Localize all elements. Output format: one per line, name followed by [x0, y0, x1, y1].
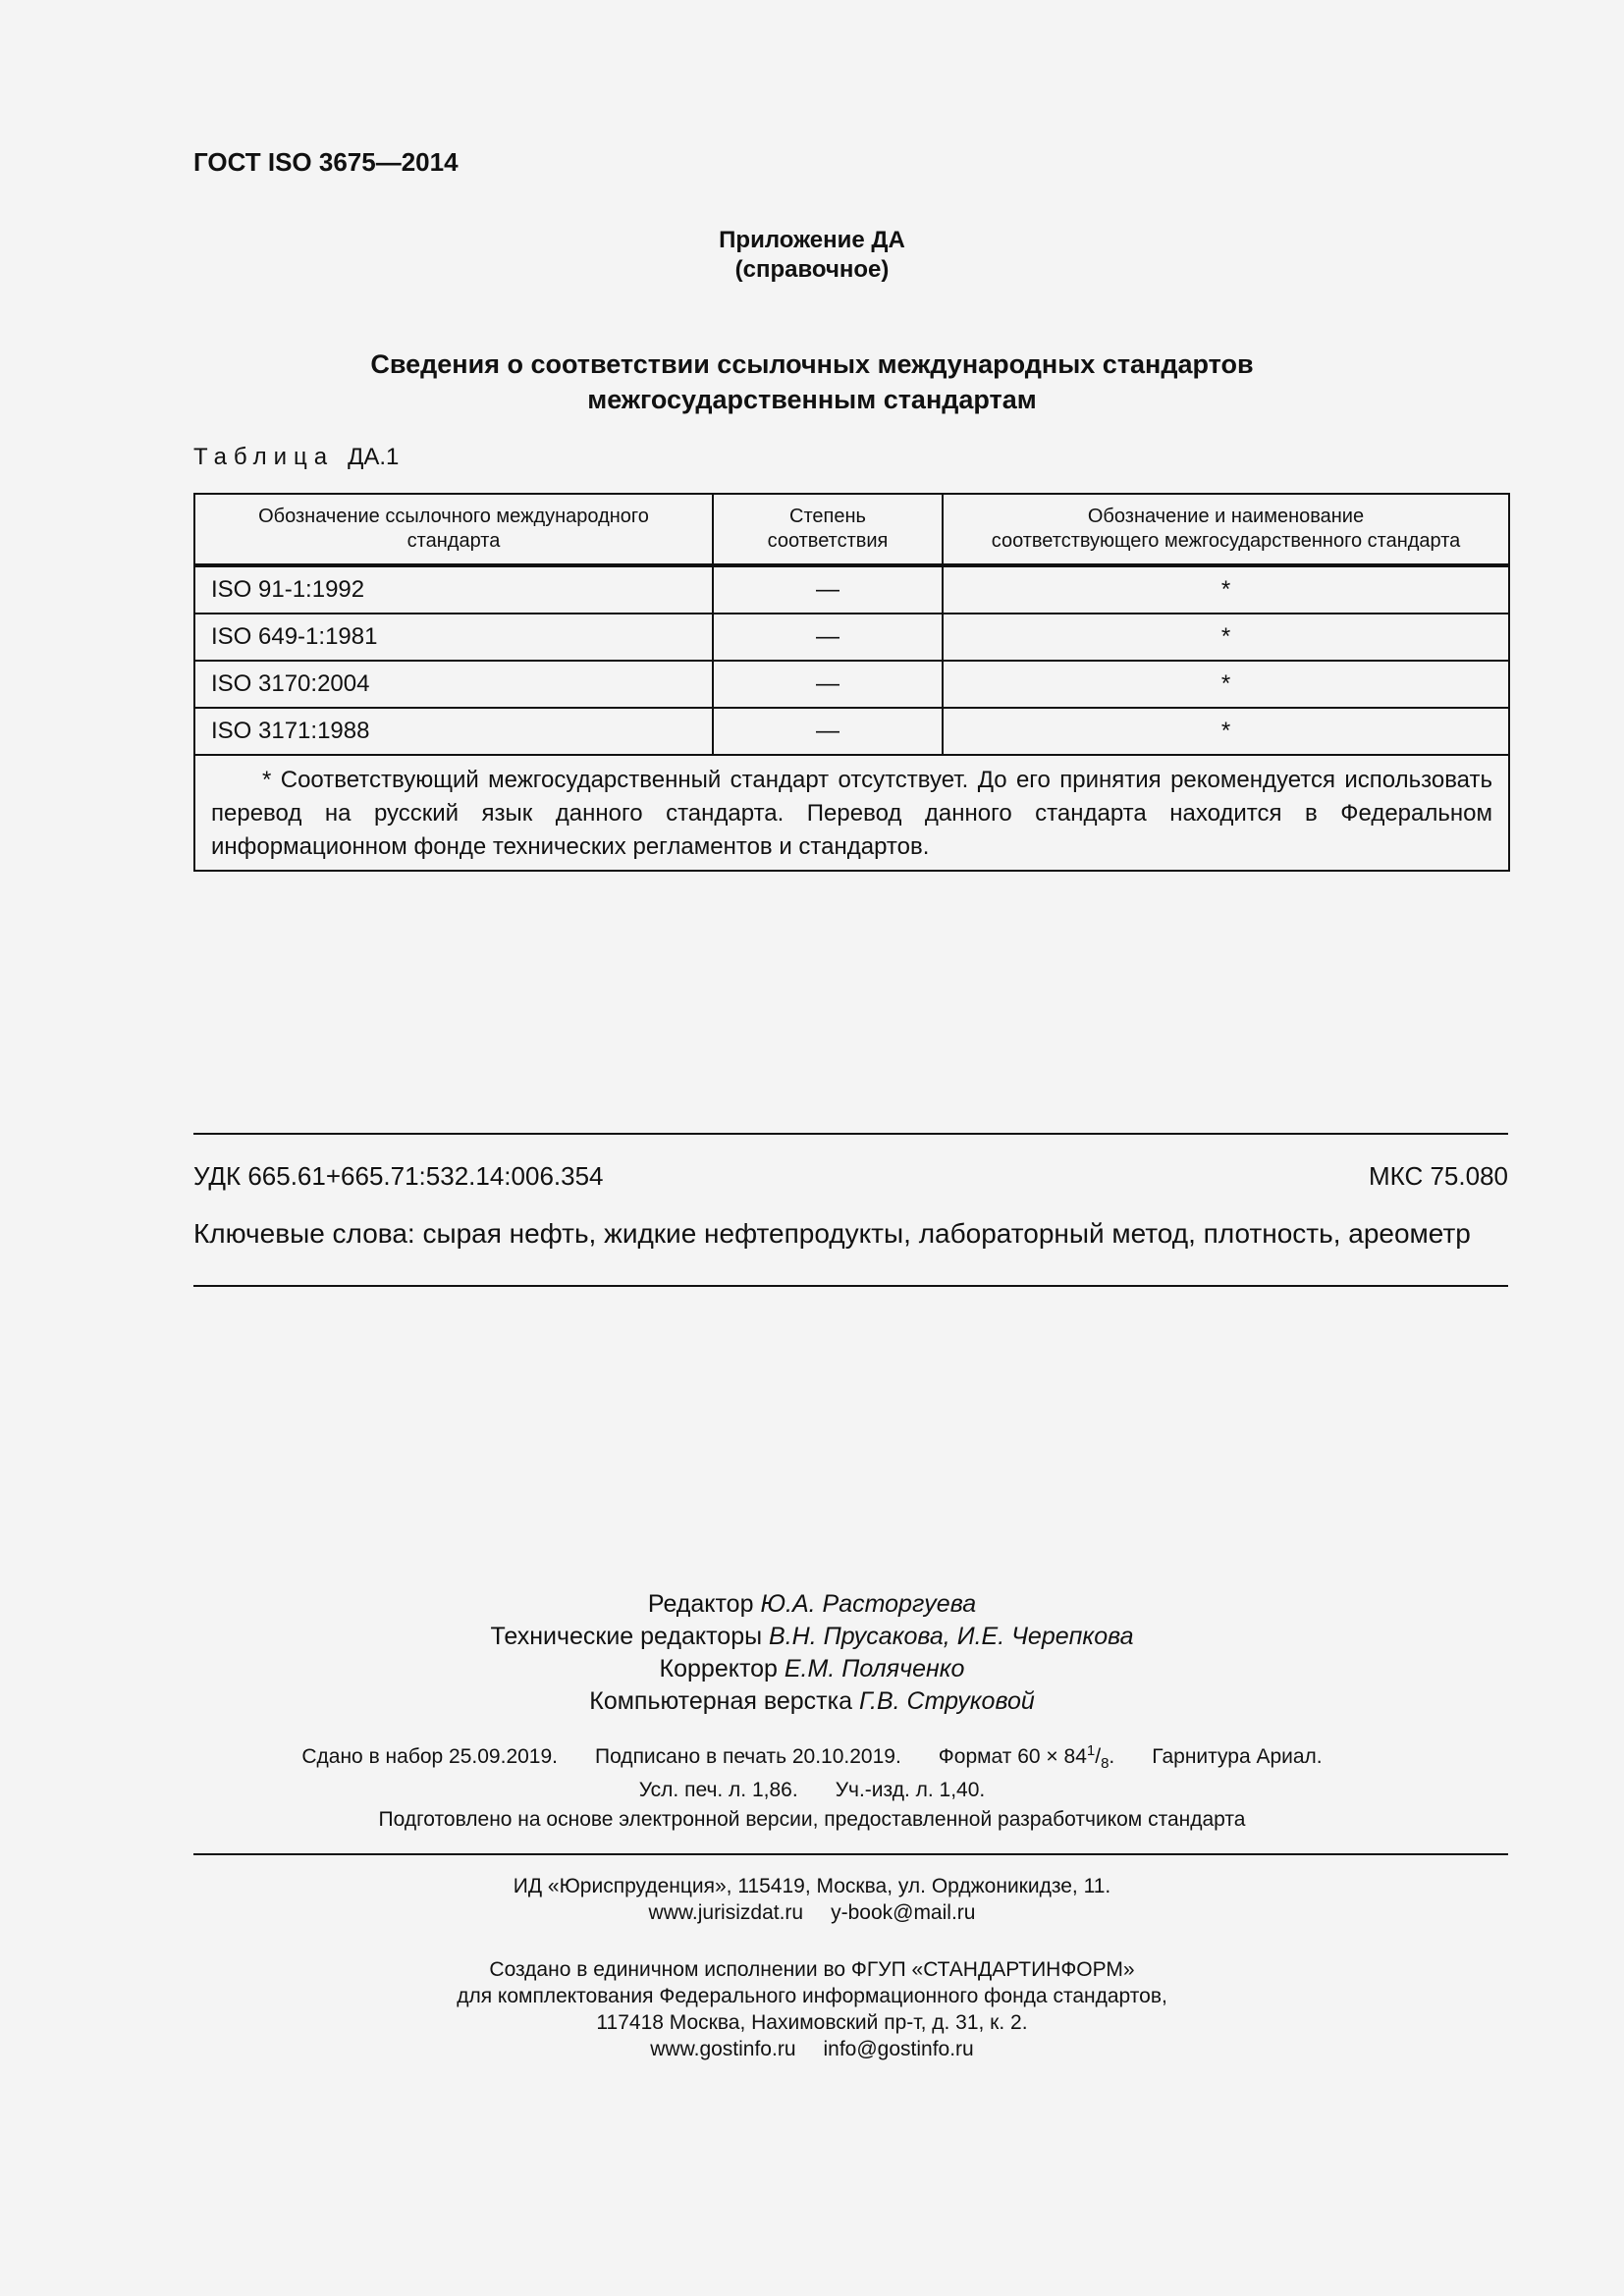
appendix-subtitle: (справочное) [734, 256, 890, 283]
format-sub: 8 [1101, 1755, 1110, 1773]
publisher-contacts [0, 1899, 1624, 1926]
layout-name: Г.В. Струковой [858, 1687, 1035, 1715]
header-text: Обозначение и наименование [1087, 506, 1365, 527]
cell-degree: — [713, 708, 943, 755]
cell-degree: — [713, 614, 943, 661]
table-row [194, 614, 1509, 661]
table-footnote-text: * Соответствующий межгосударственный стандарт отсутствует. До его принятия рекомендуется использовать перевод на русский язык данного стандарта. Перевод данного стандарта находится в Федеральном информационном фонде технических регламентов и стандартов. [211, 767, 1492, 860]
cell-code: ISO 3171:1988 [194, 708, 713, 755]
print-info-line-2 [0, 1777, 1624, 1803]
header-text: соответствия [767, 530, 889, 552]
editor-label: Редактор [647, 1590, 754, 1618]
cell-standard: * [943, 614, 1509, 661]
created-line-1: Создано в единичном исполнении во ФГУП «СТАНДАРТИНФОРМ» [489, 1958, 1135, 1981]
cell-standard: * [943, 661, 1509, 708]
cell-degree: — [713, 661, 943, 708]
table-label-word: Таблица [193, 444, 335, 470]
created-line-3: 117418 Москва, Нахимовский пр-т, д. 31, к. 2. [596, 2011, 1028, 2034]
corrector-line [0, 1653, 1624, 1685]
appendix-heading [0, 226, 1624, 285]
section-title [0, 347, 1624, 417]
created-contacts [0, 2036, 1624, 2062]
table-row [194, 661, 1509, 708]
header-degree [713, 494, 943, 565]
tech-editors-names: В.Н. Прусакова, И.Е. Черепкова [769, 1623, 1134, 1650]
format-prefix: Формат 60 × 84 [938, 1745, 1087, 1768]
publisher-address: ИД «Юриспруденция», 115419, Москва, ул. Орджоникидзе, 11. [513, 1875, 1111, 1897]
cell-code: ISO 3170:2004 [194, 661, 713, 708]
editor-name: Ю.А. Расторгуева [760, 1590, 977, 1618]
layout-label: Компьютерная верстка [589, 1687, 852, 1715]
header-text: соответствующего межгосударственного стандарта [991, 530, 1461, 552]
divider-top [193, 1133, 1508, 1135]
reference-standards-table [193, 493, 1510, 872]
header-text: Обозначение ссылочного международного [258, 506, 649, 527]
layout-line [0, 1685, 1624, 1718]
prepared-note: Подготовлено на основе электронной версии, предоставленной разработчиком стандарта [378, 1808, 1246, 1831]
created-block [0, 1956, 1624, 2062]
gostinfo-site-link[interactable]: www.gostinfo.ru [650, 2038, 796, 2060]
header-text: Степень [789, 506, 866, 527]
mks-code: МКС 75.080 [1368, 1161, 1508, 1191]
print-font: Гарнитура Ариал. [1152, 1745, 1323, 1768]
editors-block [0, 1588, 1624, 1718]
corrector-name: Е.М. Поляченко [784, 1655, 965, 1682]
editor-line [0, 1588, 1624, 1621]
publisher-block [0, 1873, 1624, 1926]
tech-editors-line [0, 1621, 1624, 1653]
cell-degree: — [713, 565, 943, 614]
section-title-line-1: Сведения о соответствии ссылочных международных стандартов [370, 349, 1254, 379]
created-line-2: для комплектования Федерального информационного фонда стандартов, [457, 1985, 1167, 2007]
corrector-label: Корректор [659, 1655, 778, 1682]
gostinfo-email-link[interactable]: info@gostinfo.ru [823, 2038, 974, 2060]
publisher-email-link[interactable]: y-book@mail.ru [831, 1901, 976, 1924]
table-row [194, 708, 1509, 755]
divider-bottom [193, 1285, 1508, 1287]
table-header-row [194, 494, 1509, 565]
section-title-line-2: межгосударственным стандартам [587, 385, 1037, 414]
appendix-title: Приложение ДА [719, 227, 905, 253]
table-label-number: ДА.1 [348, 444, 400, 470]
keywords: Ключевые слова: сырая нефть, жидкие нефтепродукты, лабораторный метод, плотность, ареометр [193, 1218, 1471, 1249]
header-interstate-standard [943, 494, 1509, 565]
divider-publisher [193, 1853, 1508, 1855]
signed-date: Подписано в печать 20.10.2019. [595, 1745, 901, 1768]
cell-standard: * [943, 565, 1509, 614]
format-sup: 1 [1086, 1742, 1096, 1759]
table-footnote [194, 755, 1509, 871]
udk-code: УДК 665.61+665.71:532.14:006.354 [193, 1161, 604, 1191]
print-info [0, 1737, 1624, 1803]
pub-sheets: Уч.-изд. л. 1,40. [835, 1779, 986, 1802]
print-info-line-1 [0, 1737, 1624, 1777]
print-format: Формат $60 \times 84^1/_8$. [938, 1742, 1115, 1773]
document-code: ГОСТ ISO 3675—2014 [193, 147, 459, 177]
header-text: стандарта [406, 530, 501, 552]
cell-standard: * [943, 708, 1509, 755]
tech-editors-label: Технические редакторы [490, 1623, 763, 1650]
format-suffix: . [1109, 1745, 1115, 1768]
cell-code: ISO 649-1:1981 [194, 614, 713, 661]
table-note-row [194, 755, 1509, 871]
cell-code: ISO 91-1:1992 [194, 565, 713, 614]
publisher-site-link[interactable]: www.jurisizdat.ru [648, 1901, 804, 1924]
submitted-date: Сдано в набор 25.09.2019. [301, 1745, 558, 1768]
table-label [193, 444, 399, 471]
table-row [194, 565, 1509, 614]
print-sheets: Усл. печ. л. 1,86. [638, 1779, 798, 1802]
header-international-standard [194, 494, 713, 565]
